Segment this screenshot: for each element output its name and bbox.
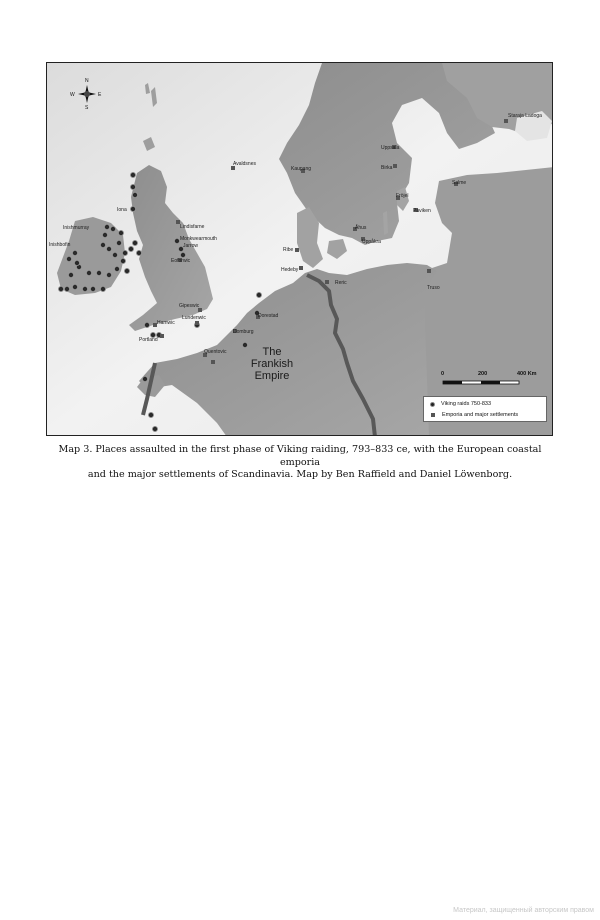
raid-marker: [114, 266, 119, 271]
raid-marker: [86, 270, 91, 275]
raid-marker: [174, 238, 179, 243]
raid-marker: [90, 286, 95, 291]
raid-marker: [106, 272, 111, 277]
raid-marker: [130, 206, 135, 211]
raid-marker: [130, 184, 135, 189]
label-salme: Salme: [452, 180, 467, 186]
raid-marker: [122, 250, 127, 255]
label-lindisfarne: Lindisfarne: [180, 224, 205, 230]
label-uppsala: Uppsala: [381, 145, 400, 151]
region-label-frankish-empire: The Frankish Empire: [250, 346, 294, 382]
compass-e-label: E: [98, 92, 102, 98]
raid-marker: [100, 242, 105, 247]
label-birka: Birka: [381, 165, 393, 171]
raid-marker: [256, 292, 261, 297]
legend-row-emporia: [430, 411, 518, 419]
compass-s-label: S: [85, 105, 89, 111]
label-hamwic: Hamwic: [157, 320, 175, 326]
raid-marker: [72, 250, 77, 255]
label-avaldsnes: Avaldsnes: [233, 161, 256, 167]
raid-marker: [136, 250, 141, 255]
emporium-marker: [195, 321, 199, 325]
emporium-marker: [325, 280, 329, 284]
label-uppakra: Uppåkra: [362, 239, 381, 245]
raid-marker: [116, 240, 121, 245]
raid-marker: [180, 252, 185, 257]
legend-raids-label: Viking raids 750-833: [441, 401, 492, 407]
raid-marker: [106, 246, 111, 251]
scale-label-200: 200: [478, 371, 488, 377]
label-ribe: Ribe: [283, 247, 294, 253]
raid-marker: [148, 412, 153, 417]
emporium-marker: [393, 164, 397, 168]
emporia-marker-icon: [431, 413, 435, 417]
raid-marker: [144, 322, 149, 327]
legend-emporia-label: Emporia and major settlements: [442, 412, 519, 418]
raid-marker: [102, 232, 107, 237]
label-inishmurray: Inishmurray: [63, 225, 90, 231]
raid-marker: [74, 260, 79, 265]
emporium-marker: [504, 119, 508, 123]
scale-bar: [441, 371, 543, 395]
label-paviken: Paviken: [413, 208, 431, 214]
caption-line-2: and the major settlements of Scandinavia. Map by Ben Raffield and Daniel Löwenborg.: [87, 469, 513, 480]
emporium-marker: [427, 269, 431, 273]
label-dorestad: Dorestad: [258, 313, 279, 319]
emporium-marker: [295, 248, 299, 252]
raid-marker: [68, 272, 73, 277]
raid-marker: [82, 286, 87, 291]
emporium-marker: [160, 334, 164, 338]
raid-marker: [72, 284, 77, 289]
label-monkwearmouth: Monkwearmouth: [180, 236, 217, 242]
compass-w-label: W: [70, 92, 75, 98]
label-jarrow: Jarrow: [183, 243, 199, 249]
copyright-watermark: Материал, защищенный авторским правом: [453, 907, 594, 914]
raid-marker: [132, 240, 137, 245]
label-gipeswic: Gipeswic: [179, 303, 200, 309]
label-reric: Reric: [335, 280, 347, 286]
label-portland: Portland: [139, 337, 158, 343]
label-eoforwic: Eoforwic: [171, 258, 191, 264]
raid-marker: [110, 226, 115, 231]
raid-marker: [64, 286, 69, 291]
raid-marker: [130, 172, 135, 177]
label-iona: Iona: [117, 207, 127, 213]
caption-line-1: Map 3. Places assaulted in the first phase of Viking raiding, 793–833 ce, with the European coastal emporia: [58, 444, 542, 468]
compass-n-label: N: [85, 78, 89, 84]
label-quentovic: Quentovic: [204, 349, 227, 355]
raid-marker: [66, 256, 71, 261]
label-frojel: Fröjel: [396, 193, 409, 199]
raid-marker: [152, 426, 157, 431]
raid-marker: [124, 268, 129, 273]
emporium-marker: [299, 266, 303, 270]
label-truso: Truso: [427, 285, 440, 291]
raid-marker: [120, 258, 125, 263]
raid-marker: [58, 286, 63, 291]
raid-marker: [104, 224, 109, 229]
raid-marker: [112, 252, 117, 257]
raid-marker: [100, 286, 105, 291]
raid-marker-icon: [430, 402, 435, 407]
emporium-marker: [211, 360, 215, 364]
label-staraja-ladoga: Staraja Ladoga: [508, 113, 542, 119]
scale-label-0: 0: [441, 371, 445, 377]
raid-marker: [128, 246, 133, 251]
legend-row-raids: [430, 400, 491, 408]
raid-marker: [118, 230, 123, 235]
label-inishbofin: Inishbofin: [49, 242, 71, 248]
label-hedeby: Hedeby: [281, 267, 299, 273]
raid-marker: [132, 192, 137, 197]
scale-bar-graphic: [441, 379, 543, 387]
raid-marker: [142, 376, 147, 381]
label-domburg: Domburg: [233, 329, 254, 335]
label-lundenwic: Lundenwic: [182, 315, 206, 321]
scale-label-400: 400 Km: [517, 371, 537, 377]
label-ahus: Åhus: [355, 225, 367, 231]
raid-marker: [96, 270, 101, 275]
map-legend: [423, 396, 547, 422]
map-caption: [40, 444, 560, 482]
label-kaupang: Kaupang: [291, 166, 312, 172]
map-frame: [46, 62, 553, 436]
